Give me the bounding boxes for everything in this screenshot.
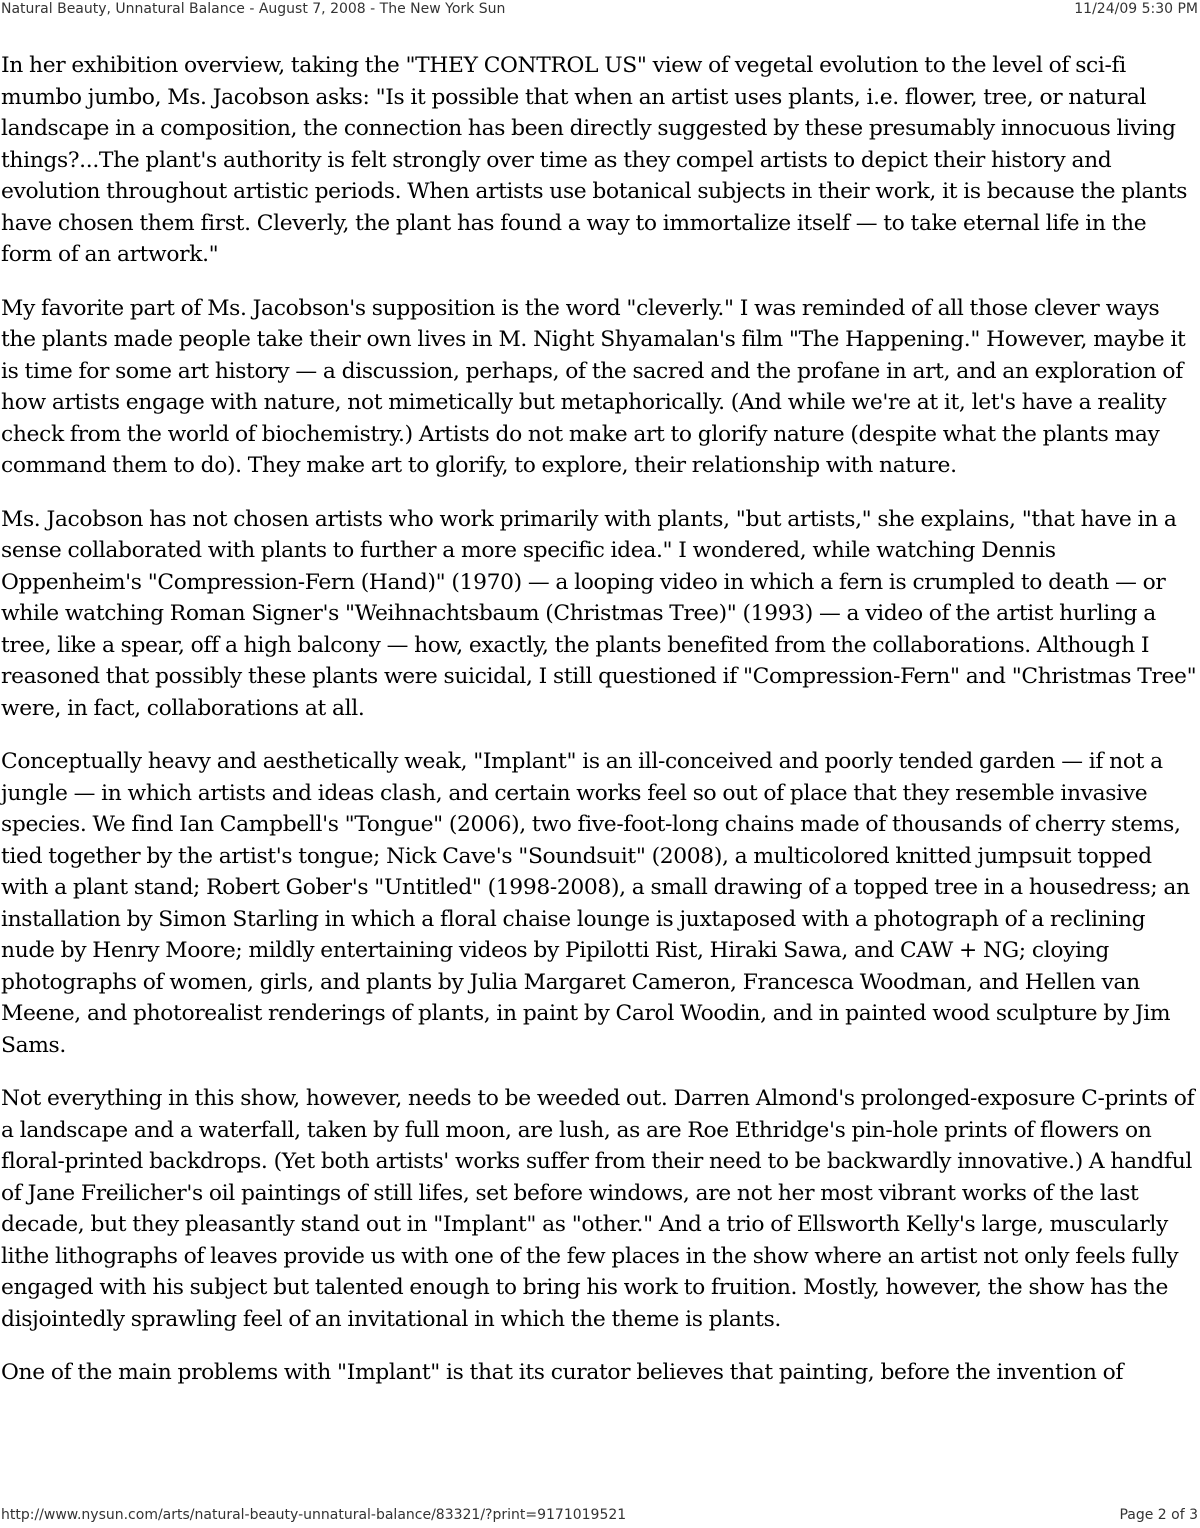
print-header: [0, 0, 1200, 20]
article-paragraph: My favorite part of Ms. Jacobson's supposition is the word "cleverly." I was reminded of all those clever ways the plants made people take their own lives in M. Night Shyamalan's film "The Happening." However, maybe it is time for some art history — a discussion, perhaps, of the sacred and the profane in art, and an exploration of how artists engage with nature, not mimetically but metaphorically. (And while we're at it, let's have a reality check from the world of biochemistry.) Artists do not make art to glorify nature (despite what the plants may command them to do). They make art to glorify, to explore, their relationship with nature.: [1, 295, 1186, 478]
article-paragraph: Ms. Jacobson has not chosen artists who work primarily with plants, "but artists," she explains, "that have in a sense collaborated with plants to further a more specific idea." I wondered, while watching Dennis Oppenheim's "Compression-Fern (Hand)" (1970) — a looping video in which a fern is crumpled to death — or while watching Roman Signer's "Weihnachtsbaum (Christmas Tree)" (1993) — a video of the artist hurling a tree, like a spear, off a high balcony — how, exactly, the plants benefited from the collaborations. Although I reasoned that possibly these plants were suicidal, I still questioned if "Compression-Fern" and "Christmas Tree" were, in fact, collaborations at all.: [1, 506, 1197, 721]
article-paragraph: One of the main problems with "Implant" is that its curator believes that painting, before the invention of: [1, 1360, 1124, 1385]
article-paragraph: In her exhibition overview, taking the "THEY CONTROL US" view of vegetal evolution to the level of sci-fi mumbo jumbo, Ms. Jacobson asks: "Is it possible that when an artist uses plants, i.e. flower, tree, or natural landscape in a composition, the connection has been directly suggested by these presumably innocuous living things?...The plant's authority is felt strongly over time as they compel artists to depict their history and evolution throughout artistic periods. When artists use botanical subjects in their work, it is because the plants have chosen them first. Cleverly, the plant has found a way to immortalize itself — to take eternal life in the form of an artwork.": [1, 53, 1188, 267]
print-footer: [0, 1504, 1200, 1528]
print-timestamp: 11/24/09 5:30 PM: [1074, 1, 1198, 17]
page-title: Natural Beauty, Unnatural Balance - August 7, 2008 - The New York Sun: [1, 1, 506, 17]
article-paragraph: Conceptually heavy and aesthetically weak, "Implant" is an ill-conceived and poorly tended garden — if not a jungle — in which artists and ideas clash, and certain works feel so out of place that they resemble invasive species. We find Ian Campbell's "Tongue" (2006), two five-foot-long chains made of thousands of cherry stems, tied together by the artist's tongue; Nick Cave's "Soundsuit" (2008), a multicolored knitted jumpsuit topped with a plant stand; Robert Gober's "Untitled" (1998-2008), a small drawing of a topped tree in a housedress; an installation by Simon Starling in which a floral chaise lounge is juxtaposed with a photograph of a reclining nude by Henry Moore; mildly entertaining videos by Pipilotti Rist, Hiraki Sawa, and CAW + NG; cloying photographs of women, girls, and plants by Julia Margaret Cameron, Francesca Woodman, and Hellen van Meene, and photorealist renderings of plants, in paint by Carol Woodin, and in painted wood sculpture by Jim Sams.: [1, 749, 1190, 1058]
article-body: [1, 50, 1197, 1389]
page-url: http://www.nysun.com/arts/natural-beauty-unnatural-balance/83321/?print=9171019521: [1, 1507, 627, 1523]
article-paragraph: Not everything in this show, however, needs to be weeded out. Darren Almond's prolonged-exposure C-prints of a landscape and a waterfall, taken by full moon, are lush, as are Roe Ethridge's pin-hole prints of flowers on floral-printed backdrops. (Yet both artists' works suffer from their need to be backwardly innovative.) A handful of Jane Freilicher's oil paintings of still lifes, set before windows, are not her most vibrant works of the last decade, but they pleasantly stand out in "Implant" as "other." And a trio of Ellsworth Kelly's large, muscularly lithe lithographs of leaves provide us with one of the few places in the show where an artist not only feels fully engaged with his subject but talented enough to bring his work to fruition. Mostly, however, the show has the disjointedly sprawling feel of an invitational in which the theme is plants.: [1, 1086, 1195, 1332]
page-number: Page 2 of 3: [1119, 1507, 1198, 1523]
